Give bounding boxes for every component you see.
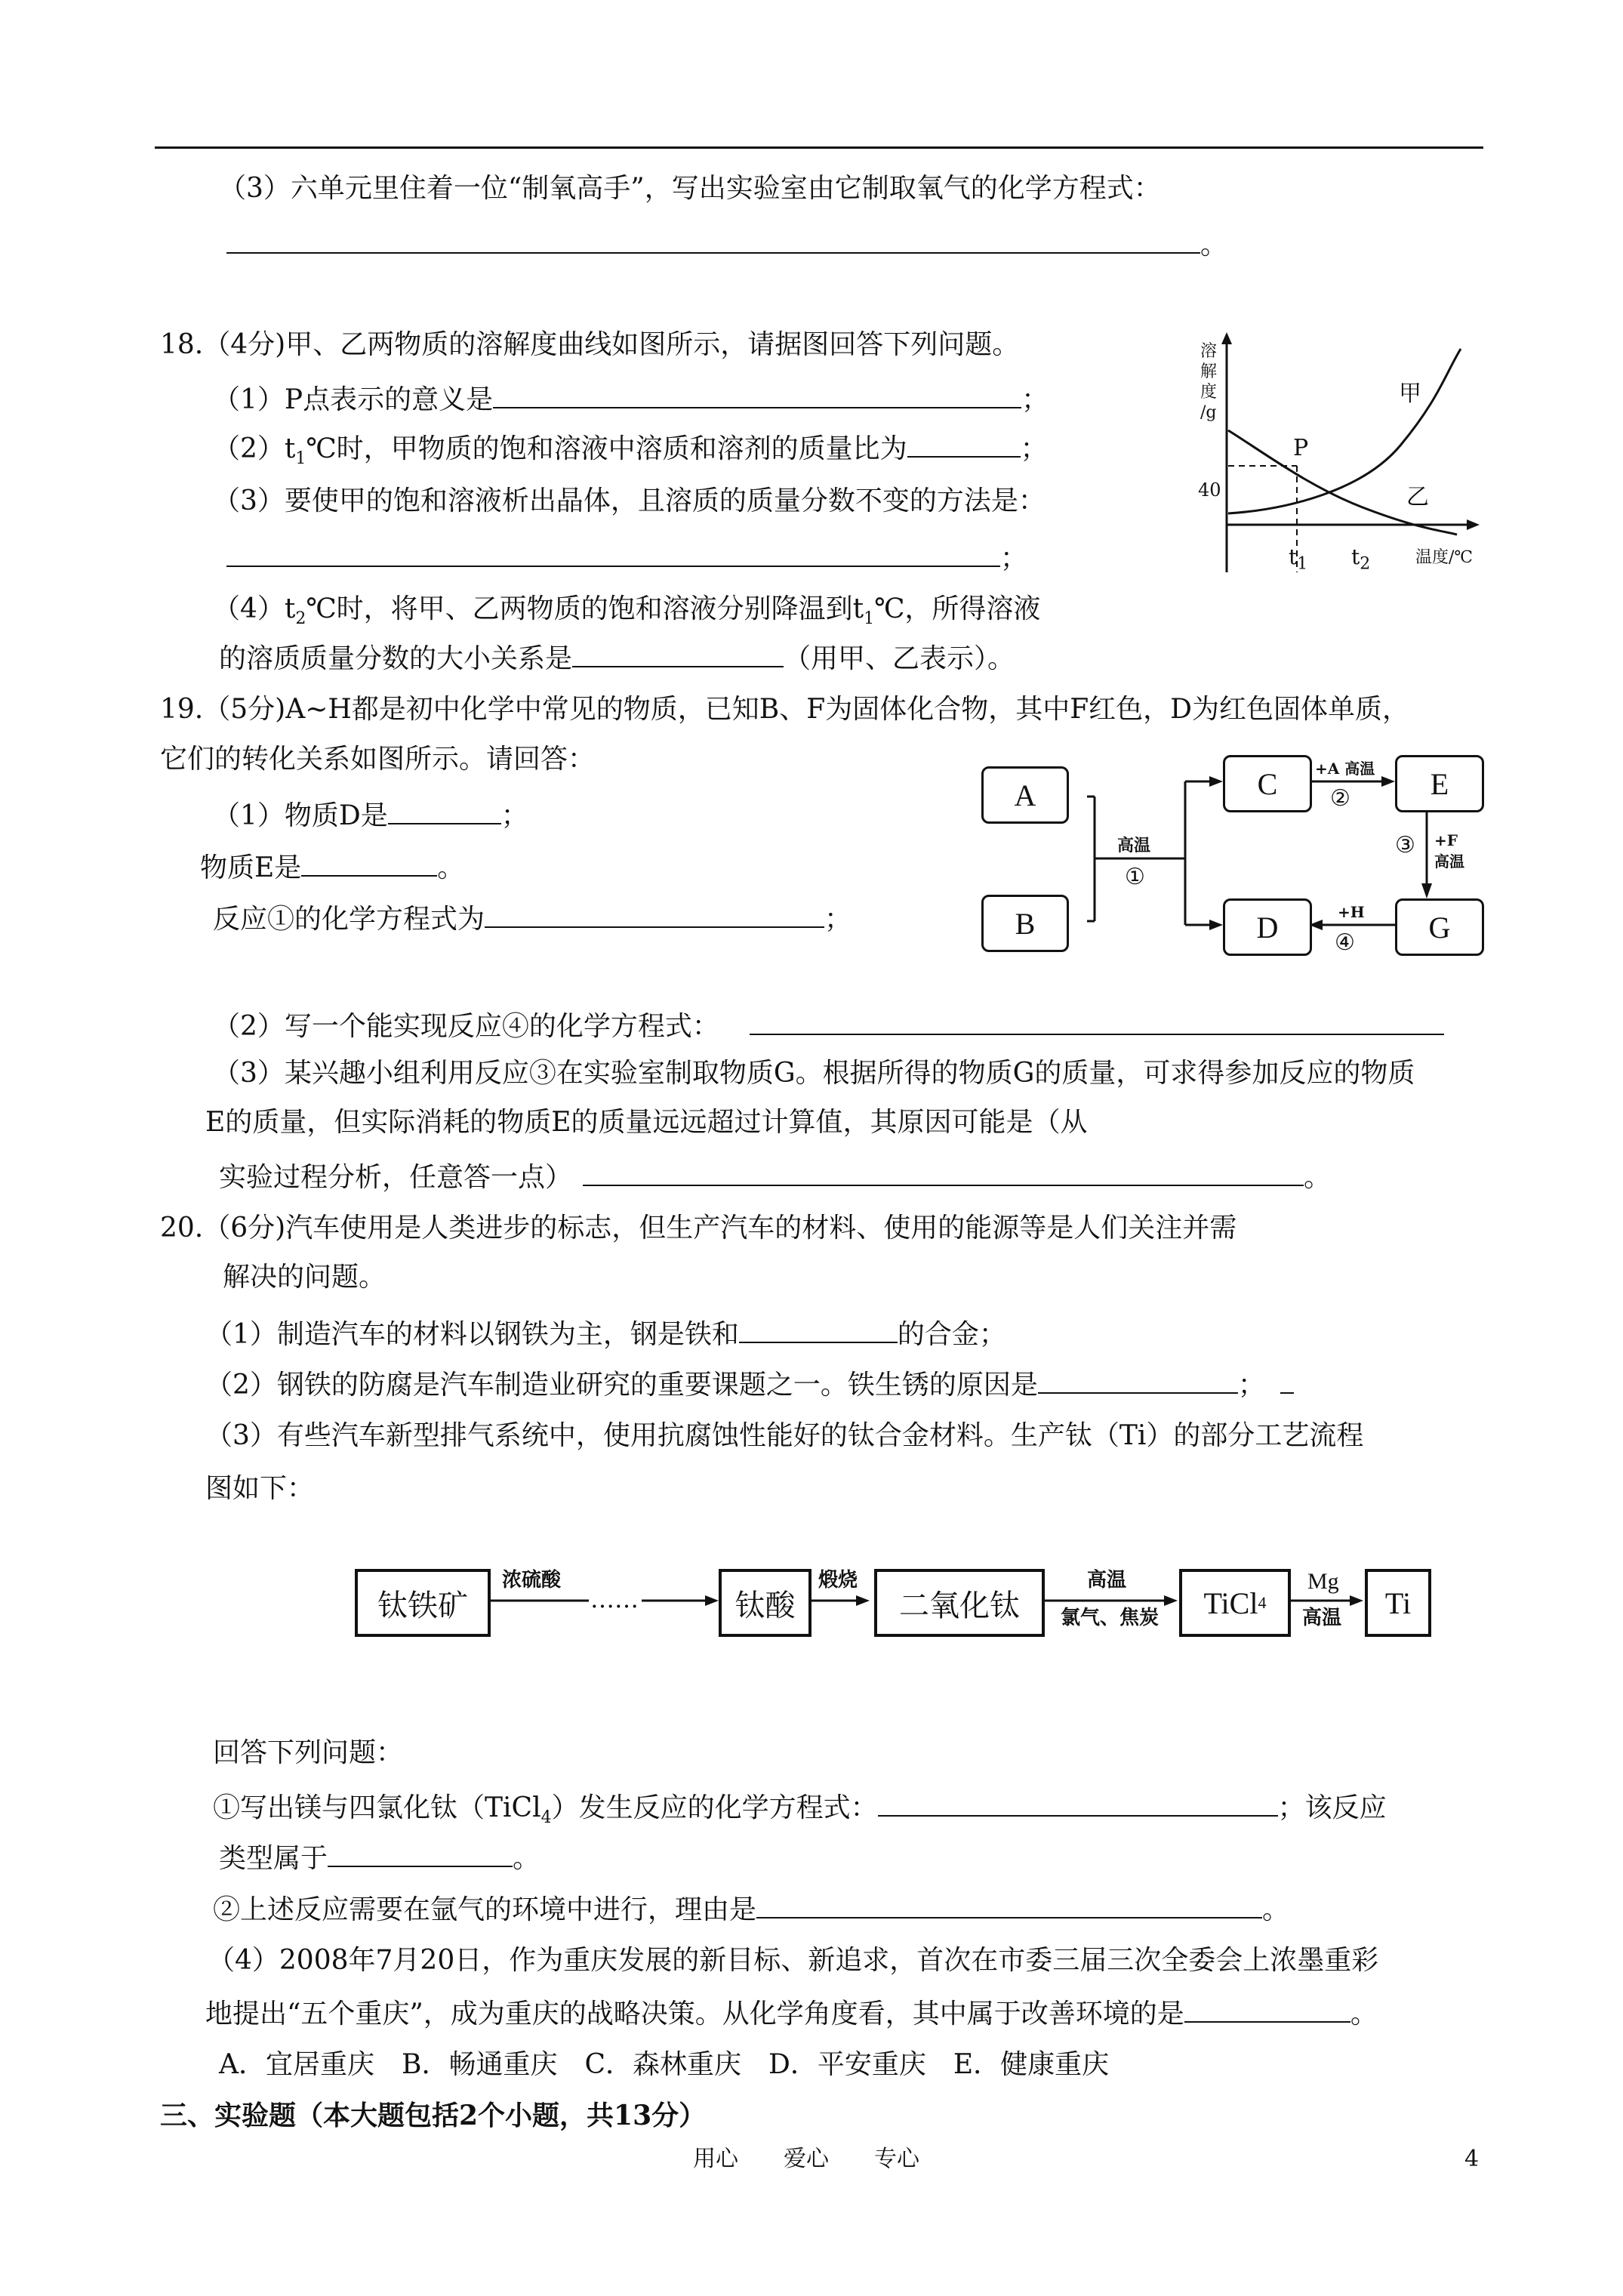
page-number: 4 xyxy=(1464,2146,1480,2172)
curve-yi xyxy=(1228,430,1457,535)
flow-label-mg: Mg xyxy=(1307,1569,1339,1594)
flow-arrowhead-1-icon xyxy=(705,1595,719,1606)
graph-svg xyxy=(1196,332,1491,581)
q20-stem2: 解决的问题。 xyxy=(223,1262,387,1293)
q19-reason-blank[interactable] xyxy=(583,1159,1304,1186)
q20-part4b: 地提出“五个重庆”，成为重庆的战略决策。从化学角度看，其中属于改善环境的是 。 xyxy=(205,1996,1378,2031)
q20-part2: （2）钢铁的防腐是汽车制造业研究的重要课题之一。铁生锈的原因是 ； xyxy=(205,1367,1294,1402)
q18-stem: 18.（4分)甲、乙两物质的溶解度曲线如图所示，请据图回答下列问题。 xyxy=(160,329,1020,360)
graph-ylabel: 溶 解 度 /g xyxy=(1200,342,1218,422)
q18-part3: （3）要使甲的饱和溶液析出晶体，且溶质的质量分数不变的方法是： xyxy=(213,485,1046,516)
arrow-to-d-icon xyxy=(1209,920,1223,930)
q19-part3b: E的质量，但实际消耗的物质E的质量远远超过计算值，其原因可能是（从 xyxy=(205,1107,1088,1138)
flow-box-ticl4: TiCl 4 xyxy=(1179,1569,1291,1637)
flow-box-tio2: 二氧化钛 xyxy=(874,1569,1045,1637)
graph-t1: $t_1$ xyxy=(1289,544,1308,574)
q20-part3a: （3）有些汽车新型排气系统中，使用抗腐蚀性能好的钛合金材料。生产钛（Ti）的部分工艺流程 xyxy=(205,1420,1364,1451)
q20-rust-blank[interactable] xyxy=(1038,1367,1238,1394)
q18-p3-answer[interactable]: ； xyxy=(226,540,1027,575)
q20-part4a: （4）2008年7月20日，作为重庆发展的新目标、新追求，首次在市委三届三次全委会上浓墨重彩 xyxy=(208,1945,1379,1976)
q20-type-blank[interactable] xyxy=(328,1840,513,1867)
label-r3: ③ xyxy=(1395,832,1415,858)
flow-label-acid: 浓硫酸 xyxy=(502,1569,562,1592)
label-ce: +A 高温 xyxy=(1315,760,1375,778)
section3-heading: 三、实验题（本大题包括2个小题，共13分） xyxy=(160,2100,707,2131)
graph-xlabel: 温度/℃ xyxy=(1415,548,1474,567)
q19-eq4-blank[interactable] xyxy=(750,1008,1444,1035)
q19-part2: （2）写一个能实现反应④的化学方程式： xyxy=(213,1008,1444,1043)
q19-eq1-blank[interactable] xyxy=(485,901,824,928)
q20-options: A．宜居重庆 B．畅通重庆 C．森林重庆 D．平安重庆 E．健康重庆 xyxy=(219,2049,1110,2080)
graph-label-yi: 乙 xyxy=(1406,484,1429,510)
q19-d-blank[interactable] xyxy=(388,797,501,824)
q19-part1c: 反应①的化学方程式为 ； xyxy=(213,901,852,936)
flow-label-hightemp2: 高温 xyxy=(1302,1607,1342,1629)
q19-part1a: （1）物质D是 ； xyxy=(213,797,528,833)
header-rule xyxy=(155,146,1483,149)
graph-label-jia: 甲 xyxy=(1399,381,1421,407)
node-g: G xyxy=(1395,898,1484,956)
q19-e-blank[interactable] xyxy=(301,849,437,877)
q20-argon-blank[interactable] xyxy=(756,1891,1262,1918)
graph-y40: 40 xyxy=(1198,479,1221,501)
q20-q1-type: 类型属于 。 xyxy=(219,1840,540,1875)
node-e: E xyxy=(1395,755,1484,812)
flow-arrowhead-4-icon xyxy=(1350,1595,1363,1606)
node-a: A xyxy=(981,766,1069,824)
label-r4: ④ xyxy=(1335,929,1355,956)
arrow-to-c-icon xyxy=(1209,776,1223,787)
q20-part1: （1）制造汽车的材料以钢铁为主，钢是铁和 的合金； xyxy=(205,1316,1006,1351)
q18-part4: $(4)t_2℃$时，将甲、乙两物质的饱和溶液分别降温到$t_1℃$，所得溶液 xyxy=(213,593,1041,629)
q20-alloy-blank[interactable] xyxy=(739,1316,898,1343)
q19-part3c: 实验过程分析，任意答一点） 。 xyxy=(219,1159,1331,1194)
q17-answer-line[interactable]: 。 xyxy=(226,227,1227,262)
node-b: B xyxy=(981,895,1069,952)
node-d: D xyxy=(1223,898,1312,956)
label-eg1: +F xyxy=(1434,831,1458,849)
flow-label-calcine: 煅烧 xyxy=(818,1569,858,1592)
label-eg2: 高温 xyxy=(1434,852,1464,871)
flow-arrowhead-3-icon xyxy=(1164,1595,1178,1606)
footer-text: 用心 爱心 专心 xyxy=(693,2146,919,2172)
q20-q2: ②上述反应需要在氩气的环境中进行，理由是 。 xyxy=(213,1891,1289,1927)
label-gd: +H xyxy=(1338,903,1365,921)
q20-env-blank[interactable] xyxy=(1184,1996,1350,2023)
solubility-graph xyxy=(1196,332,1491,581)
flow-box-titanic-acid: 钛酸 xyxy=(719,1569,812,1637)
q20-stem1: 20.（6分)汽车使用是人类进步的标志，但生产汽车的材料、使用的能源等是人们关注并需 xyxy=(160,1213,1237,1244)
q18-p4-blank[interactable] xyxy=(572,640,784,667)
q19-stem1: 19.（5分)A~H都是初中化学中常见的物质，已知B、F为固体化合物，其中F红色，D为红色固体单质， xyxy=(160,694,1410,725)
q20-answer-intro: 回答下列问题： xyxy=(213,1737,404,1768)
flow-label-hightemp: 高温 xyxy=(1087,1569,1127,1592)
y-axis-arrow-icon xyxy=(1221,332,1232,344)
flow-box-ti: Ti xyxy=(1365,1569,1431,1637)
q18-p2-blank[interactable] xyxy=(907,430,1021,458)
arrow-to-e-icon xyxy=(1381,776,1395,787)
q20-part3b: 图如下： xyxy=(205,1473,315,1504)
q18-part2: $(2)t_1℃$时，甲物质的饱和溶液中溶质和溶剂的质量比为 ； xyxy=(213,430,1048,476)
flow-label-cl-coke: 氯气、焦炭 xyxy=(1061,1607,1160,1629)
titanium-flow-chart xyxy=(355,1555,1427,1646)
node-c: C xyxy=(1223,755,1312,812)
flow-dots: …… xyxy=(590,1585,639,1613)
graph-t2: $t_2$ xyxy=(1351,544,1371,574)
q20-eq-blank[interactable] xyxy=(878,1789,1278,1817)
label-r1: ① xyxy=(1125,864,1145,890)
q19-diagram xyxy=(981,751,1480,963)
arrow-to-g-icon xyxy=(1421,883,1432,898)
q19-part3a: （3）某兴趣小组利用反应③在实验室制取物质G。根据所得的物质G的质量，可求得参加反应的物质 xyxy=(213,1058,1415,1089)
q20-q1: ①写出镁与四氯化钛（TiCl$_4$）发生反应的化学方程式： ；该反应 xyxy=(213,1789,1387,1835)
q18-part4-cont: 的溶质质量分数的大小关系是 （用甲、乙表示）。 xyxy=(219,640,1015,676)
x-axis-arrow-icon xyxy=(1467,519,1480,530)
q18-part1: （1）P点表示的意义是 ； xyxy=(213,381,1049,417)
flow-box-ilmenite: 钛铁矿 xyxy=(355,1569,491,1637)
q19-part1b: 物质E是 。 xyxy=(200,849,464,885)
q19-stem2: 它们的转化关系如图所示。请回答： xyxy=(160,744,596,775)
graph-point-p: P xyxy=(1293,435,1309,461)
q18-p1-blank[interactable] xyxy=(493,381,1021,408)
label-gaowen: 高温 xyxy=(1117,836,1151,855)
label-r2: ② xyxy=(1330,785,1350,812)
q17-line3: （3）六单元里住着一位“制氧高手”，写出实验室由它制取氧气的化学方程式： xyxy=(219,173,1161,204)
flow-arrowhead-2-icon xyxy=(856,1595,870,1606)
